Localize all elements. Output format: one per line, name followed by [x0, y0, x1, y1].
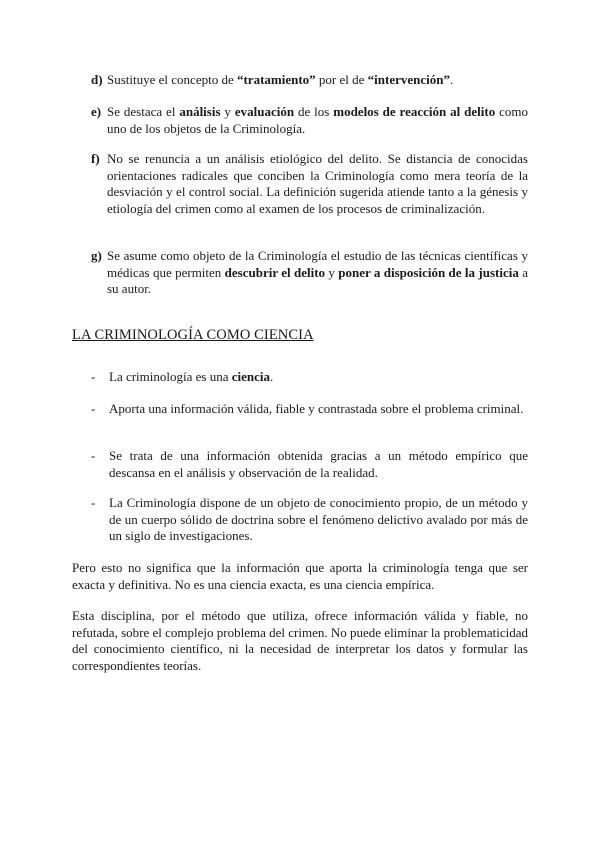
list-item-text: No se renuncia a un análisis etiológico del delito. Se distancia de conocidas orientaciones radicales que conciben la Criminología como mera teoría de la desviación y el control social. La definición sugerida atiende tanto a la génesis y etiología del crimen como al examen de los procesos de criminalización.	[107, 151, 528, 216]
list-item-text: Se destaca el análisis y evaluación de los modelos de reacción al delito como uno de los objetos de la Criminología.	[107, 104, 528, 136]
bullet-text: Aporta una información válida, fiable y contrastada sobre el problema criminal.	[109, 401, 524, 416]
bullet-dash: -	[91, 448, 96, 463]
list-item-d	[91, 72, 528, 89]
list-marker: d)	[91, 72, 103, 87]
bullet-item	[91, 369, 528, 386]
bullet-text: La Criminología dispone de un objeto de conocimiento propio, de un método y de un cuerpo sólido de doctrina sobre el fenómeno delictivo avalado por más de un siglo de investigaciones.	[109, 495, 528, 543]
list-marker: g)	[91, 248, 102, 263]
bullet-dash: -	[91, 369, 96, 384]
list-marker: f)	[91, 151, 100, 166]
bullet-text: La criminología es una ciencia.	[109, 369, 274, 384]
section-heading: LA CRIMINOLOGÍA COMO CIENCIA	[72, 327, 314, 343]
body-paragraph: Pero esto no significa que la información que aporta la criminología tenga que ser exacta y definitiva. No es una ciencia exacta, es una ciencia empírica.	[72, 560, 528, 592]
list-marker: e)	[91, 104, 102, 119]
bullet-dash: -	[91, 401, 96, 416]
list-item-text: Se asume como objeto de la Criminología el estudio de las técnicas científicas y médicas que permiten descubrir el delito y poner a disposición de la justicia a su autor.	[107, 248, 528, 296]
bullet-text: Se trata de una información obtenida gracias a un método empírico que descansa en el análisis y observación de la realidad.	[109, 448, 528, 480]
bullet-item	[91, 401, 528, 418]
bullet-item	[91, 495, 528, 545]
bullet-dash: -	[91, 495, 96, 510]
list-item-e	[91, 104, 528, 137]
bullet-item	[91, 448, 528, 481]
list-item-f	[91, 151, 528, 217]
body-paragraph: Esta disciplina, por el método que utiliza, ofrece información válida y fiable, no refutada, sobre el complejo problema del crimen. No puede eliminar la problematicidad del conocimiento científico, ni la necesidad de interpretar los datos y formular las correspondientes teorías.	[72, 608, 528, 673]
list-item-g	[91, 248, 528, 298]
list-item-text: Sustituye el concepto de “tratamiento” por el de “intervención”.	[107, 72, 454, 87]
